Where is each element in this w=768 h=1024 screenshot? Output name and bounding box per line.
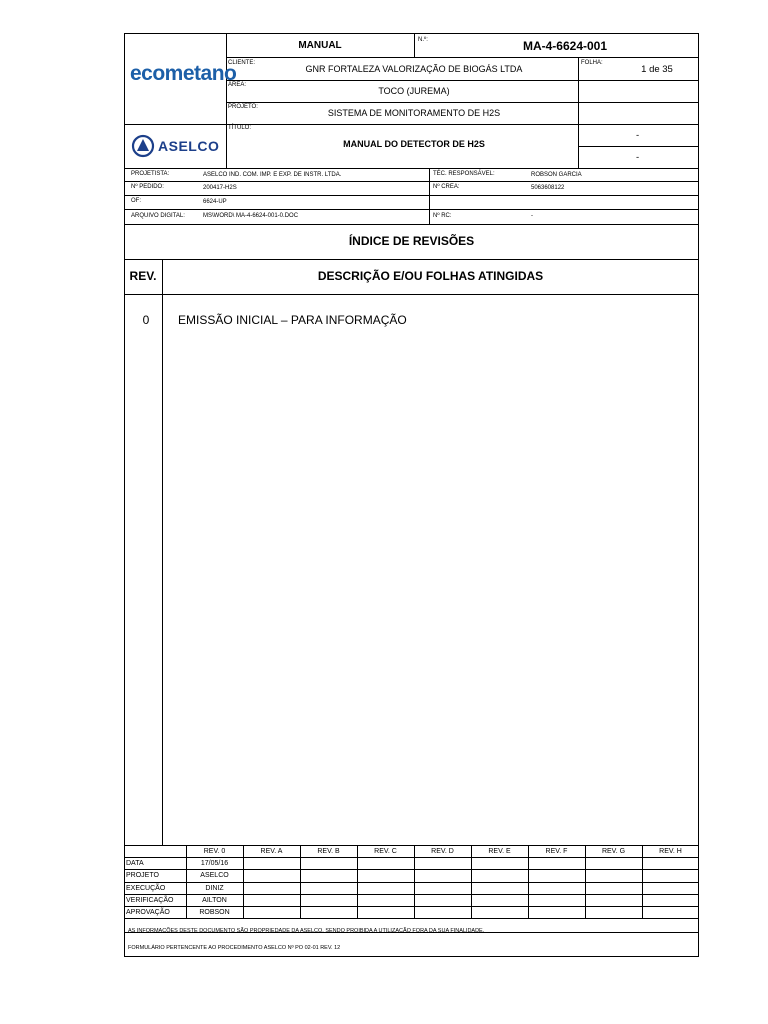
- arquivo-label: ARQUIVO DIGITAL:: [131, 213, 185, 219]
- approval-column-header: REV. 0: [203, 848, 226, 855]
- projetista-label: PROJETISTA:: [131, 171, 170, 177]
- footer-form-ref: FORMULÁRIO PERTENCENTE AO PROCEDIMENTO ASELCO Nº PO 02-01 REV. 12: [128, 945, 341, 951]
- area-value: TOCO (JUREMA): [378, 86, 450, 96]
- title-value: MANUAL DO DETECTOR DE H2S: [343, 139, 485, 149]
- client-label: CLIENTE:: [228, 60, 256, 66]
- dash-1: -: [636, 130, 640, 141]
- description-header: DESCRIÇÃO E/OU FOLHAS ATINGIDAS: [317, 269, 544, 283]
- pedido-label: Nº PEDIDO:: [131, 184, 164, 190]
- revision-entry-description: EMISSÃO INICIAL – PARA INFORMAÇÃO: [178, 313, 407, 327]
- approval-column-header: REV. A: [260, 848, 283, 855]
- rc-label: Nº RC:: [433, 213, 452, 219]
- project-label: PROJETO:: [228, 104, 258, 110]
- approval-row-label: DATA: [126, 860, 144, 868]
- area-label: ÁREA:: [228, 82, 247, 88]
- approval-cell: ASELCO: [200, 872, 229, 880]
- of-value: 6624-UP: [203, 199, 227, 205]
- projetista-value: ASELCO IND. COM. IMP. E EXP. DE INSTR. LTDA.: [203, 172, 342, 178]
- approval-column-header: REV. B: [317, 848, 340, 855]
- arquivo-value: MS\WORD\ MA-4-6624-001-0.DOC: [203, 213, 299, 219]
- rc-value: -: [531, 213, 533, 219]
- aselco-logo: ASELCO: [131, 134, 223, 158]
- crea-value: 5063608122: [531, 185, 565, 191]
- crea-label: Nº CREA:: [433, 184, 460, 190]
- title-label: TÍTULO:: [228, 125, 252, 131]
- aselco-emblem-icon: [131, 134, 155, 158]
- sheet-label: FOLHA:: [581, 60, 603, 66]
- pedido-value: 200417-H2S: [203, 185, 237, 191]
- approval-column-header: REV. C: [374, 848, 397, 855]
- footer-notice: AS INFORMAÇÕES DESTE DOCUMENTO SÃO PROPRIEDADE DA ASELCO, SENDO PROIBIDA A UTILIZAÇÃO FORA DA SUA FINALIDADE.: [128, 928, 485, 934]
- client-value: GNR FORTALEZA VALORIZAÇÃO DE BIOGÁS LTDA: [305, 64, 523, 74]
- approval-cell: DINIZ: [205, 884, 224, 892]
- tec-value: ROBSON GARCIA: [531, 172, 582, 178]
- of-label: OF:: [131, 198, 141, 204]
- project-value: SISTEMA DE MONITORAMENTO DE H2S: [327, 108, 501, 118]
- tec-label: TÉC. RESPONSÁVEL:: [433, 171, 495, 177]
- approval-row-label: APROVAÇÃO: [126, 909, 170, 916]
- approval-column-header: REV. D: [431, 848, 454, 855]
- sheet-value: 1 de 35: [641, 64, 673, 75]
- approval-cell: 17/05/16: [200, 860, 229, 868]
- approval-column-header: REV. H: [659, 848, 682, 855]
- dash-2: -: [636, 152, 640, 163]
- revisions-title: ÍNDICE DE REVISÕES: [348, 234, 475, 248]
- doc-number: MA-4-6624-001: [522, 39, 608, 53]
- approval-row-label: PROJETO: [126, 872, 159, 880]
- number-label: N.º:: [418, 37, 428, 43]
- revision-entry-rev: 0: [142, 313, 150, 327]
- approval-row-label: VERIFICAÇÃO: [126, 896, 174, 904]
- approval-column-header: REV. E: [488, 848, 511, 855]
- approval-column-header: REV. G: [601, 848, 626, 855]
- approval-row-label: EXECUÇÃO: [126, 884, 166, 892]
- rev-header: REV.: [129, 269, 157, 283]
- approval-cell: ROBSON: [199, 909, 230, 916]
- approval-cell: AILTON: [202, 896, 227, 904]
- doc-type: MANUAL: [298, 40, 342, 51]
- ecometano-logo: ecometano: [130, 62, 237, 85]
- approval-column-header: REV. F: [545, 848, 568, 855]
